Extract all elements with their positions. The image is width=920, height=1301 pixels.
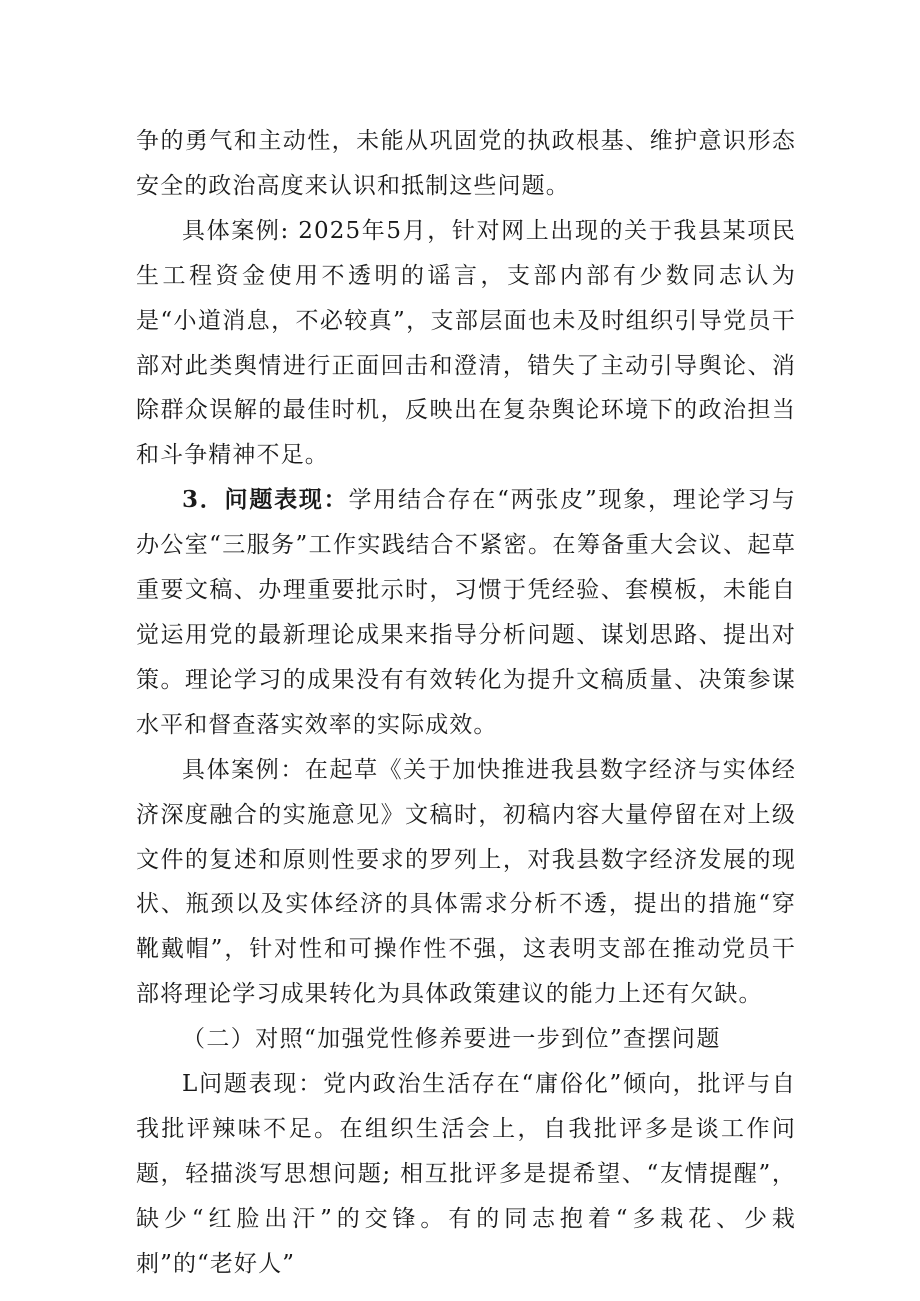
paragraph-case-example-2: [136, 748, 796, 1017]
paragraph-problem-3: [136, 478, 796, 747]
case-body: 2025年5月，针对网上出现的关于我县某项民生工程资金使用不透明的谣言，支部内部有少数同志认为是“小道消息，不必较真”，支部层面也未及时组织引导党员干部对此类舆情进行正面回击和澄清，错失了主动引导舆论、消除群众误解的最佳时机，反映出在复杂舆论环境下的政治担当和斗争精神不足。: [136, 217, 797, 469]
case-body: 在起草《关于加快推进我县数字经济与实体经济深度融合的实施意见》文稿时，初稿内容大量停留在对上级文件的复述和原则性要求的罗列上，对我县数字经济发展的现状、瓶颈以及实体经济的具体需求分析不透，提出的措施“穿靴戴帽”，针对性和可操作性不强，这表明支部在推动党员干部将理论学习成果转化为具体政策建议的能力上还有欠缺。: [136, 756, 797, 1008]
case-label: 具体案例：: [182, 756, 305, 783]
case-label: 具体案例:: [182, 217, 290, 244]
paragraph-continuation: 争的勇气和主动性，未能从巩固党的执政根基、维护意识形态安全的政治高度来认识和抵制这些问题。: [136, 128, 796, 199]
paragraph-case-example-1: [136, 209, 796, 478]
problem-body: 党内政治生活存在“庸俗化”倾向，批评与自我批评辣味不足。在组织生活会上，自我批评多是谈工作问题，轻描淡写思想问题; 相互批评多是提希望、“友情提醒”，缺少“红脸出汗”的交锋。有的同志抱着“多栽花、少栽刺”的“老好人”: [136, 1071, 796, 1277]
problem-body: 学用结合存在“两张皮”现象，理论学习与办公室“三服务”工作实践结合不紧密。在筹备重大会议、起草重要文稿、办理重要批示时，习惯于凭经验、套模板，未能自觉运用党的最新理论成果来指导分析问题、谋划思路、提出对策。理论学习的成果没有有效转化为提升文稿质量、决策参谋水平和督查落实效率的实际成效。: [136, 487, 796, 738]
problem-label: L问题表现：: [182, 1071, 324, 1098]
section-heading: （二）对照“加强党性修养要进一步到位”查摆问题: [182, 1026, 721, 1053]
document-body: [136, 119, 796, 1287]
problem-label: 3．问题表现：: [182, 486, 349, 514]
paragraph-problem-1: [136, 1062, 796, 1287]
